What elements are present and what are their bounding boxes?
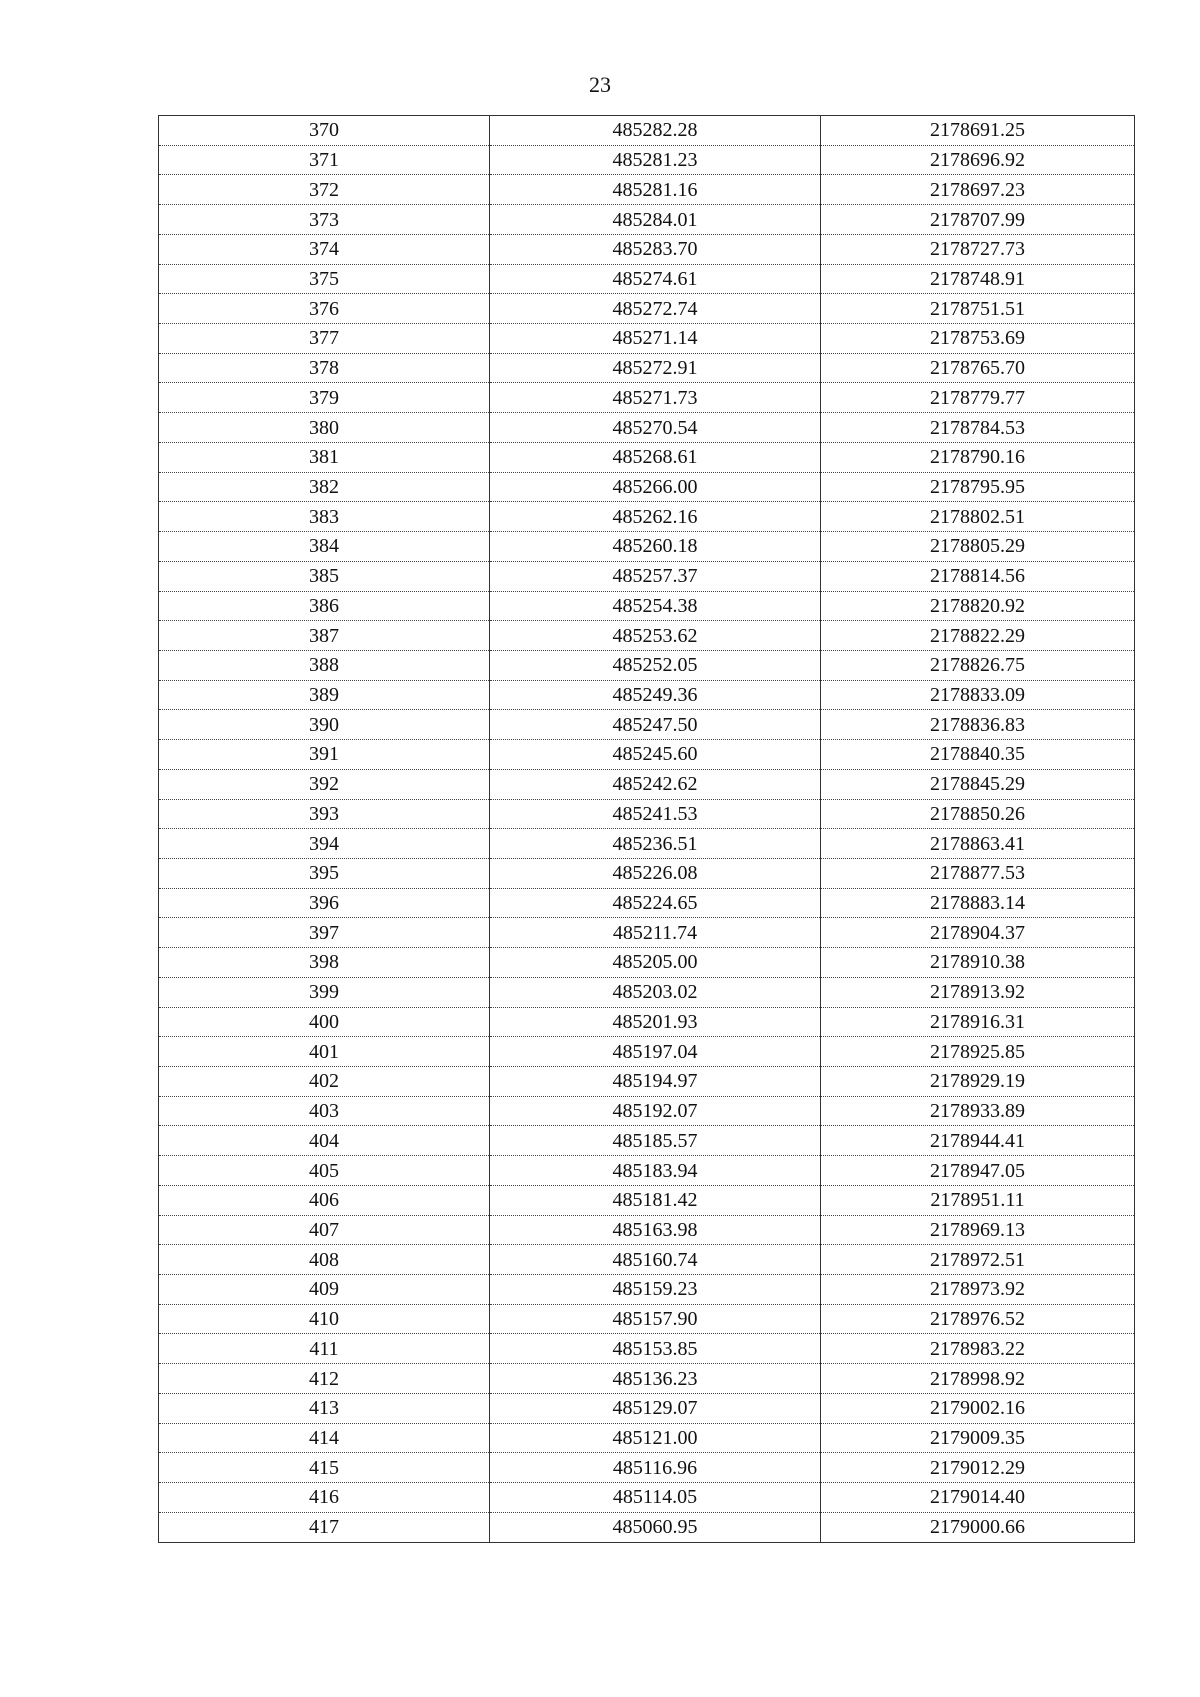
table-row [159,145,1135,175]
x-coordinate-cell: 485121.00 [490,1423,821,1453]
point-number-cell: 417 [159,1512,490,1542]
x-coordinate-cell: 485245.60 [490,740,821,770]
table-row [159,948,1135,978]
table-row [159,1364,1135,1394]
point-number-cell: 380 [159,413,490,443]
table-row [159,1156,1135,1186]
point-number-cell: 398 [159,948,490,978]
y-coordinate-cell: 2178973.92 [821,1275,1135,1305]
point-number-cell: 391 [159,740,490,770]
x-coordinate-cell: 485197.04 [490,1037,821,1067]
y-coordinate-cell: 2178696.92 [821,145,1135,175]
y-coordinate-cell: 2179014.40 [821,1483,1135,1513]
table-row [159,740,1135,770]
table-row [159,621,1135,651]
point-number-cell: 385 [159,561,490,591]
x-coordinate-cell: 485181.42 [490,1185,821,1215]
y-coordinate-cell: 2178929.19 [821,1067,1135,1097]
y-coordinate-cell: 2178820.92 [821,591,1135,621]
point-number-cell: 402 [159,1067,490,1097]
point-number-cell: 411 [159,1334,490,1364]
table-row [159,1304,1135,1334]
table-row [159,1037,1135,1067]
table-row [159,472,1135,502]
table-row [159,591,1135,621]
table-row [159,353,1135,383]
point-number-cell: 401 [159,1037,490,1067]
point-number-cell: 371 [159,145,490,175]
point-number-cell: 407 [159,1215,490,1245]
y-coordinate-cell: 2178836.83 [821,710,1135,740]
table-row [159,1483,1135,1513]
point-number-cell: 386 [159,591,490,621]
x-coordinate-cell: 485205.00 [490,948,821,978]
x-coordinate-cell: 485163.98 [490,1215,821,1245]
y-coordinate-cell: 2178947.05 [821,1156,1135,1186]
table-row [159,116,1135,146]
table-row [159,294,1135,324]
table-row [159,1393,1135,1423]
x-coordinate-cell: 485281.16 [490,175,821,205]
y-coordinate-cell: 2178753.69 [821,324,1135,354]
table-row [159,710,1135,740]
point-number-cell: 374 [159,234,490,264]
x-coordinate-cell: 485262.16 [490,502,821,532]
x-coordinate-cell: 485272.91 [490,353,821,383]
point-number-cell: 397 [159,918,490,948]
x-coordinate-cell: 485266.00 [490,472,821,502]
y-coordinate-cell: 2178969.13 [821,1215,1135,1245]
point-number-cell: 381 [159,442,490,472]
x-coordinate-cell: 485270.54 [490,413,821,443]
x-coordinate-cell: 485157.90 [490,1304,821,1334]
table-row [159,1334,1135,1364]
y-coordinate-cell: 2178840.35 [821,740,1135,770]
point-number-cell: 400 [159,1007,490,1037]
table-row [159,1245,1135,1275]
y-coordinate-cell: 2178691.25 [821,116,1135,146]
y-coordinate-cell: 2178751.51 [821,294,1135,324]
y-coordinate-cell: 2178833.09 [821,680,1135,710]
y-coordinate-cell: 2179000.66 [821,1512,1135,1542]
x-coordinate-cell: 485194.97 [490,1067,821,1097]
x-coordinate-cell: 485114.05 [490,1483,821,1513]
point-number-cell: 416 [159,1483,490,1513]
y-coordinate-cell: 2178933.89 [821,1096,1135,1126]
y-coordinate-cell: 2178913.92 [821,977,1135,1007]
y-coordinate-cell: 2178850.26 [821,799,1135,829]
table-row [159,799,1135,829]
x-coordinate-cell: 485226.08 [490,858,821,888]
point-number-cell: 413 [159,1393,490,1423]
x-coordinate-cell: 485257.37 [490,561,821,591]
table-row [159,413,1135,443]
x-coordinate-cell: 485253.62 [490,621,821,651]
table-row [159,769,1135,799]
y-coordinate-cell: 2178779.77 [821,383,1135,413]
x-coordinate-cell: 485183.94 [490,1156,821,1186]
table-row [159,561,1135,591]
y-coordinate-cell: 2178944.41 [821,1126,1135,1156]
x-coordinate-cell: 485284.01 [490,205,821,235]
point-number-cell: 370 [159,116,490,146]
point-number-cell: 410 [159,1304,490,1334]
point-number-cell: 384 [159,532,490,562]
point-number-cell: 406 [159,1185,490,1215]
table-row [159,1453,1135,1483]
point-number-cell: 392 [159,769,490,799]
y-coordinate-cell: 2178826.75 [821,650,1135,680]
point-number-cell: 399 [159,977,490,1007]
point-number-cell: 379 [159,383,490,413]
point-number-cell: 373 [159,205,490,235]
x-coordinate-cell: 485136.23 [490,1364,821,1394]
point-number-cell: 383 [159,502,490,532]
table-row [159,918,1135,948]
table-row [159,205,1135,235]
y-coordinate-cell: 2178863.41 [821,829,1135,859]
table-row [159,977,1135,1007]
y-coordinate-cell: 2178822.29 [821,621,1135,651]
y-coordinate-cell: 2179009.35 [821,1423,1135,1453]
y-coordinate-cell: 2178983.22 [821,1334,1135,1364]
y-coordinate-cell: 2178790.16 [821,442,1135,472]
x-coordinate-cell: 485060.95 [490,1512,821,1542]
point-number-cell: 415 [159,1453,490,1483]
table-row [159,1126,1135,1156]
x-coordinate-cell: 485283.70 [490,234,821,264]
x-coordinate-cell: 485242.62 [490,769,821,799]
table-row [159,858,1135,888]
x-coordinate-cell: 485241.53 [490,799,821,829]
y-coordinate-cell: 2178814.56 [821,561,1135,591]
y-coordinate-cell: 2178904.37 [821,918,1135,948]
x-coordinate-cell: 485252.05 [490,650,821,680]
table-row [159,1185,1135,1215]
table-row [159,650,1135,680]
point-number-cell: 404 [159,1126,490,1156]
point-number-cell: 377 [159,324,490,354]
y-coordinate-cell: 2178910.38 [821,948,1135,978]
x-coordinate-cell: 485185.57 [490,1126,821,1156]
x-coordinate-cell: 485236.51 [490,829,821,859]
table-row [159,829,1135,859]
x-coordinate-cell: 485129.07 [490,1393,821,1423]
x-coordinate-cell: 485282.28 [490,116,821,146]
x-coordinate-cell: 485254.38 [490,591,821,621]
table-row [159,888,1135,918]
coordinate-table-body [159,116,1135,1543]
y-coordinate-cell: 2178998.92 [821,1364,1135,1394]
y-coordinate-cell: 2178916.31 [821,1007,1135,1037]
x-coordinate-cell: 485153.85 [490,1334,821,1364]
x-coordinate-cell: 485271.73 [490,383,821,413]
y-coordinate-cell: 2178795.95 [821,472,1135,502]
point-number-cell: 396 [159,888,490,918]
y-coordinate-cell: 2178805.29 [821,532,1135,562]
x-coordinate-cell: 485192.07 [490,1096,821,1126]
y-coordinate-cell: 2178802.51 [821,502,1135,532]
table-row [159,234,1135,264]
x-coordinate-cell: 485268.61 [490,442,821,472]
x-coordinate-cell: 485160.74 [490,1245,821,1275]
x-coordinate-cell: 485249.36 [490,680,821,710]
point-number-cell: 395 [159,858,490,888]
point-number-cell: 414 [159,1423,490,1453]
y-coordinate-cell: 2178707.99 [821,205,1135,235]
point-number-cell: 412 [159,1364,490,1394]
point-number-cell: 389 [159,680,490,710]
table-row [159,1275,1135,1305]
table-row [159,442,1135,472]
table-row [159,1512,1135,1542]
point-number-cell: 388 [159,650,490,680]
x-coordinate-cell: 485116.96 [490,1453,821,1483]
table-row [159,1007,1135,1037]
point-number-cell: 403 [159,1096,490,1126]
table-row [159,1215,1135,1245]
point-number-cell: 387 [159,621,490,651]
y-coordinate-cell: 2178765.70 [821,353,1135,383]
point-number-cell: 382 [159,472,490,502]
y-coordinate-cell: 2178877.53 [821,858,1135,888]
x-coordinate-cell: 485247.50 [490,710,821,740]
table-row [159,1096,1135,1126]
point-number-cell: 378 [159,353,490,383]
y-coordinate-cell: 2178727.73 [821,234,1135,264]
y-coordinate-cell: 2178972.51 [821,1245,1135,1275]
x-coordinate-cell: 485281.23 [490,145,821,175]
coordinate-table [158,115,1135,1543]
table-row [159,502,1135,532]
table-row [159,264,1135,294]
table-row [159,680,1135,710]
table-row [159,383,1135,413]
point-number-cell: 394 [159,829,490,859]
point-number-cell: 372 [159,175,490,205]
y-coordinate-cell: 2179002.16 [821,1393,1135,1423]
point-number-cell: 393 [159,799,490,829]
y-coordinate-cell: 2178951.11 [821,1185,1135,1215]
table-row [159,324,1135,354]
point-number-cell: 409 [159,1275,490,1305]
point-number-cell: 376 [159,294,490,324]
x-coordinate-cell: 485224.65 [490,888,821,918]
x-coordinate-cell: 485159.23 [490,1275,821,1305]
y-coordinate-cell: 2178748.91 [821,264,1135,294]
x-coordinate-cell: 485272.74 [490,294,821,324]
y-coordinate-cell: 2178697.23 [821,175,1135,205]
y-coordinate-cell: 2178784.53 [821,413,1135,443]
y-coordinate-cell: 2178883.14 [821,888,1135,918]
y-coordinate-cell: 2178845.29 [821,769,1135,799]
point-number-cell: 390 [159,710,490,740]
x-coordinate-cell: 485201.93 [490,1007,821,1037]
x-coordinate-cell: 485271.14 [490,324,821,354]
table-row [159,175,1135,205]
y-coordinate-cell: 2178976.52 [821,1304,1135,1334]
x-coordinate-cell: 485203.02 [490,977,821,1007]
table-row [159,1067,1135,1097]
point-number-cell: 405 [159,1156,490,1186]
y-coordinate-cell: 2179012.29 [821,1453,1135,1483]
y-coordinate-cell: 2178925.85 [821,1037,1135,1067]
x-coordinate-cell: 485211.74 [490,918,821,948]
x-coordinate-cell: 485260.18 [490,532,821,562]
point-number-cell: 408 [159,1245,490,1275]
x-coordinate-cell: 485274.61 [490,264,821,294]
page-number: 23 [589,72,611,97]
point-number-cell: 375 [159,264,490,294]
table-row [159,1423,1135,1453]
table-row [159,532,1135,562]
